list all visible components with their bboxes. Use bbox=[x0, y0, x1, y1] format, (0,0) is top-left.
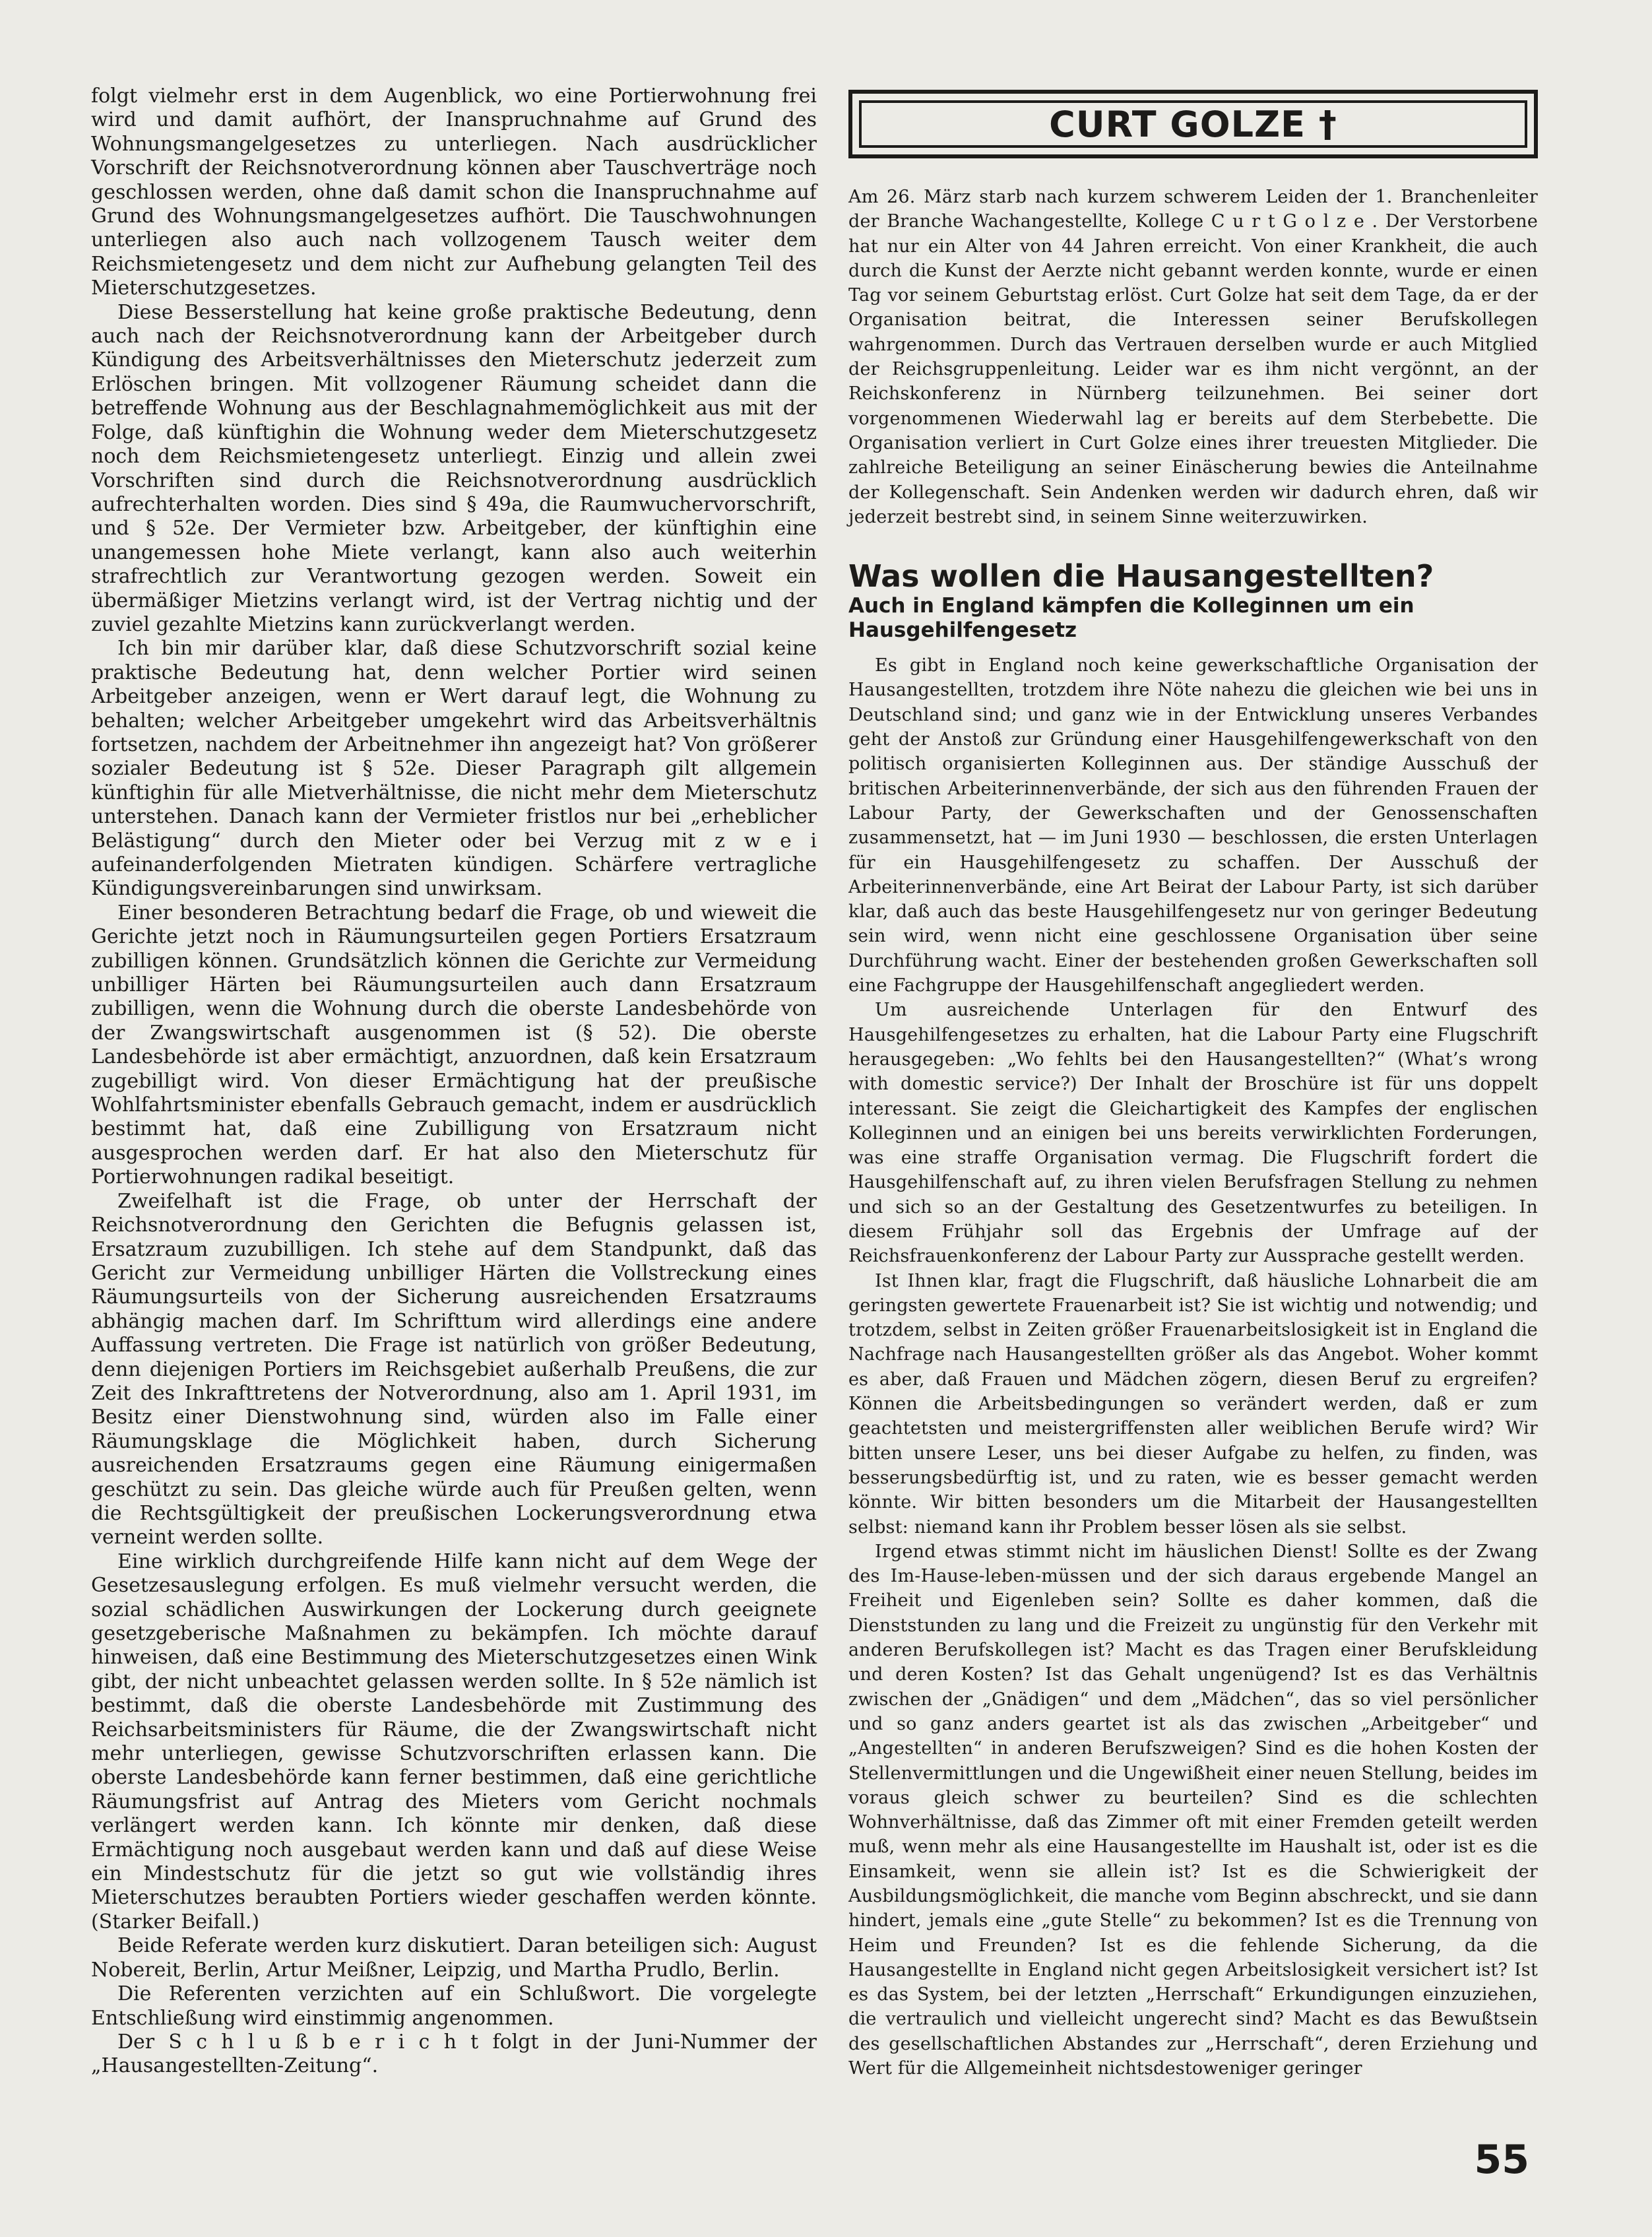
article-subtitle: Auch in England kämpfen die Kolleginnen um ein Hausgehilfengesetz bbox=[848, 594, 1414, 643]
right-column bbox=[848, 84, 1538, 2081]
body-paragraph: Eine wirklich durchgreifende Hilfe kann nicht auf dem Wege der Gesetzesauslegung erfolgen. Es muß vielmehr versucht werden, die sozial schädlichen Auswirkungen der Lockerung durch geeignete gesetzgeberische Maßnahmen zu bekämpfen. Ich möchte darauf hinweisen, daß eine Bestimmung des Mieterschutzgesetzes einen Wink gibt, der nicht unbeachtet gelassen werden sollte. In § 52e nämlich ist bestimmt, daß die oberste Landesbehörde mit Zustimmung des Reichsarbeitsministers für Räume, die der Zwangswirtschaft nicht mehr unterliegen, gewisse Schutzvorschriften erlassen kann. Die oberste Landesbehörde kann ferner bestimmen, daß eine gerichtliche Räumungsfrist auf Antrag des Mieters vom Gericht nochmals verlängert werden kann. Ich könnte mir denken, daß diese Ermächtigung noch ausgebaut werden kann und daß auf diese Weise ein Mindestschutz für die jetzt so gut wie vollständig ihres Mieterschutzes beraubten Portiers wieder geschaffen werden könnte. (Starker Beifall.) bbox=[91, 1549, 817, 1933]
body-paragraph: Einer besonderen Betrachtung bedarf die Frage, ob und wieweit die Gerichte jetzt noch in Räumungsurteilen gegen Portiers Ersatzraum zubilligen können. Grundsätzlich können die Gerichte zur Vermeidung unbilliger Härten bei Räumungsurteilen auch dann Ersatzraum zubilligen, wenn die Wohnung durch die oberste Landesbehörde von der Zwangswirtschaft ausgenommen ist (§ 52). Die oberste Landesbehörde ist aber ermächtigt, anzuordnen, daß kein Ersatzraum zugebilligt wird. Von dieser Ermächtigung hat der preußische Wohlfahrtsminister ebenfalls Gebrauch gemacht, indem er ausdrücklich bestimmt hat, daß eine Zubilligung von Ersatzraum nicht ausgesprochen werden darf. Er hat also den Mieterschutz für Portierwohnungen radikal beseitigt. bbox=[91, 901, 817, 1189]
body-paragraph: Zweifelhaft ist die Frage, ob unter der Herrschaft der Reichsnotverordnung den Gerichten die Befugnis gelassen ist, Ersatzraum zuzubilligen. Ich stehe auf dem Standpunkt, daß das Gericht zur Vermeidung unbilliger Härten die Vollstreckung eines Räumungsurteils von der Sicherung ausreichenden Ersatzraums abhängig machen darf. Im Schrifttum wird allerdings eine andere Auffassung vertreten. Die Frage ist natürlich von größer Bedeutung, denn diejenigen Portiers im Reichsgebiet außerhalb Preußens, die zur Zeit des Inkrafttretens der Notverordnung, also am 1. April 1931, im Besitz einer Dienstwohnung sind, würden also im Falle einer Räumungsklage die Möglichkeit haben, durch Sicherung ausreichenden Ersatzraums gegen eine Räumung einigermaßen geschützt zu sein. Das gleiche würde auch für Preußen gelten, wenn die Rechtsgültigkeit der preußischen Lockerungsverordnung etwa verneint werden sollte. bbox=[91, 1189, 817, 1549]
discussion-paragraph: Beide Referate werden kurz diskutiert. Daran beteiligen sich: August Nobereit, Berlin, Artur Meißner, Leipzig, und Martha Prudlo, Berlin. bbox=[91, 1934, 817, 1982]
article-title: Was wollen die Hausangestellten? bbox=[848, 558, 1434, 595]
body-paragraph: Diese Besserstellung hat keine große praktische Bedeutung, denn auch nach der Reichsnotverordnung kann der Arbeitgeber durch Kündigung des Arbeitsverhältnisses den Mieterschutz jederzeit zum Erlöschen bringen. Mit vollzogener Räumung scheidet dann die betreffende Wohnung aus der Beschlagnahmemöglichkeit aus mit der Folge, daß künftighin die Wohnung weder dem Mieterschutzgesetz noch dem Reichsmietengesetz unterliegt. Einzig und allein zwei Vorschriften sind durch die Reichsnotverordnung ausdrücklich aufrechterhalten worden. Dies sind § 49a, die Raumwuchervorschrift, und § 52e. Der Vermieter bzw. Arbeitgeber, der künftighin eine unangemessen hohe Miete verlangt, kann also auch weiterhin strafrechtlich zur Verantwortung gezogen werden. Soweit ein übermäßiger Mietzins verlangt wird, ist der Vertrag nichtig und der zuviel gezahlte Mietzins kann zurückverlangt werden. bbox=[91, 300, 817, 636]
obituary-heading-box bbox=[848, 90, 1538, 158]
obituary-text: Am 26. März starb nach kurzem schwerem Leiden der 1. Branchenleiter der Branche Wachangestellte, Kollege C u r t G o l z e . Der Verstorbene hat nur ein Alter von 44 Jahren erreicht. Von einer Krankheit, die auch durch die Kunst der Aerzte nicht gebannt werden konnte, wurde er einen Tag vor seinem Geburtstag erlöst. Curt Golze hat seit dem Tage, da er der Organisation beitrat, die Interessen seiner Berufskollegen wahrgenommen. Durch das Vertrauen derselben wurde er auch Mitglied der Reichsgruppenleitung. Leider war es ihm nicht vergönnt, an der Reichskonferenz in Nürnberg teilzunehmen. Bei seiner dort vorgenommenen Wiederwahl lag er bereits auf dem Sterbebette. Die Organisation verliert in Curt Golze eines ihrer treuesten Mitglieder. Die zahlreiche Beteiligung an seiner Einäscherung bewies die Anteilnahme der Kollegenschaft. Sein Andenken werden wir dadurch ehren, daß wir jederzeit bestrebt sind, in seinem Sinne weiterzuwirken. bbox=[848, 187, 1538, 527]
body-paragraph: Ich bin mir darüber klar, daß diese Schutzvorschrift sozial keine praktische Bedeutung hat, denn welcher Portier wird seinen Arbeitgeber anzeigen, wenn er Wert darauf legt, die Wohnung zu behalten; welcher Arbeitgeber umgekehrt wird das Arbeitsverhältnis fortsetzen, nachdem der Arbeitnehmer ihn angezeigt hat? Von größerer sozialer Bedeutung ist § 52e. Dieser Paragraph gilt allgemein künftighin für alle Mietverhältnisse, die nicht mehr dem Mieterschutz unterstehen. Danach kann der Vermieter fristlos nur bei „erheblicher Belästigung“ durch den Mieter oder bei Verzug mit z w e i aufeinanderfolgenden Mietraten kündigen. Schärfere vertragliche Kündigungsvereinbarungen sind unwirksam. bbox=[91, 637, 817, 901]
closing-paragraph: Der S c h l u ß b e r i c h t folgt in der Juni-Nummer der „Hausangestellten-Zeitung“. bbox=[91, 2030, 817, 2078]
article-paragraph: Um ausreichende Unterlagen für den Entwurf des Hausgehilfengesetzes zu erhalten, hat die Labour Party eine Flugschrift herausgegeben: „Wo fehlts bei den Hausangestellten?“ (What’s wrong with domestic service?) Der Inhalt der Broschüre ist für uns doppelt interessant. Sie zeigt die Gleichartigkeit des Kampfes der englischen Kolleginnen und an einigen bei uns bereits verwirklichten Forderungen, was eine straffe Organisation vermag. Die Flugschrift fordert die Hausgehilfenschaft auf, zu ihren vielen Berufsfragen Stellung zu nehmen und sich so an der Gestaltung des Gesetzentwurfes zu beteiligen. In diesem Frühjahr soll das Ergebnis der Umfrage auf der Reichsfrauenkonferenz der Labour Party zur Aussprache gestellt werden. bbox=[848, 1000, 1538, 1267]
obituary-heading: CURT GOLZE † bbox=[859, 100, 1527, 148]
closing-paragraph: Die Referenten verzichten auf ein Schlußwort. Die vorgelegte Entschließung wird einstimmig angenommen. bbox=[91, 1982, 817, 2030]
article-paragraph: Irgend etwas stimmt nicht im häuslichen Dienst! Sollte es der Zwang des Im-Hause-leben-müssen und der sich daraus ergebende Mangel an Freiheit und Eigenleben sein? Sollte es daher kommen, daß die Dienststunden zu lang und die Freizeit zu ungünstig für den Verkehr mit anderen Berufskollegen ist? Macht es das Tragen einer Berufskleidung und deren Kosten? Ist das Gehalt ungenügend? Ist es das Verhältnis zwischen der „Gnädigen“ und dem „Mädchen“, das so viel persönlicher und so ganz anders geartet ist als das zwischen „Arbeitgeber“ und „Angestellten“ in anderen Berufszweigen? Sind es die hohen Kosten der Stellenvermittlungen und die Ungewißheit einer neuen Stellung, beides im voraus gleich schwer zu beurteilen? Sind es die schlechten Wohnverhältnisse, daß das Zimmer oft mit einer Fremden geteilt werden muß, wenn mehr als eine Hausangestellte im Haushalt ist, oder ist es die Einsamkeit, wenn sie allein ist? Ist es die Schwierigkeit der Ausbildungsmöglichkeit, die manche vom Beginn abschreckt, und sie dann hindert, jemals eine „gute Stelle“ zu bekommen? Ist es die Trennung von Heim und Freunden? Ist es die fehlende Sicherung, da die Hausangestellte in England nicht gegen Arbeitslosigkeit versichert ist? Ist es das System, bei der letzten „Herrschaft“ Erkundigungen einzuziehen, die vertraulich und vielleicht ungerecht sind? Macht es das Bewußtsein des gesellschaftlichen Abstandes zur „Herrschaft“, deren Erziehung und Wert für die Allgemeinheit nichtsdestoweniger geringer bbox=[848, 1541, 1538, 2079]
article-paragraph: Ist Ihnen klar, fragt die Flugschrift, daß häusliche Lohnarbeit die am geringsten gewertete Frauenarbeit ist? Sie ist wichtig und notwendig; und trotzdem, selbst in Zeiten größer Frauenarbeitslosigkeit ist in England die Nachfrage nach Hausangestellten größer als das Angebot. Woher kommt es aber, daß Frauen und Mädchen zögern, diesen Beruf zu ergreifen? Können die Arbeitsbedingungen so verändert werden, daß er zum geachtetsten und meistergriffensten aller weiblichen Berufe wird? Wir bitten unsere Leser, uns bei dieser Aufgabe zu helfen, zu finden, was besserungsbedürftig ist, und zu raten, wie es besser gemacht werden könnte. Wir bitten besonders um die Mitarbeit der Hausangestellten selbst: niemand kann ihr Problem besser lösen als sie selbst. bbox=[848, 1270, 1538, 1538]
obituary-section bbox=[848, 185, 1538, 529]
page-number: 55 bbox=[1474, 2137, 1529, 2183]
left-column bbox=[91, 84, 817, 2079]
article-paragraph: Es gibt in England noch keine gewerkschaftliche Organisation der Hausangestellten, trotzdem ihre Nöte nahezu die gleichen wie bei uns in Deutschland sind; und ganz wie in der Entwicklung unseres Verbandes geht der Anstoß zur Gründung einer Hausgehilfengewerkschaft von den politisch organisierten Kolleginnen aus. Der ständige Ausschuß der britischen Arbeiterinnenverbände, der sich aus den führenden Frauen der Labour Party, der Gewerkschaften und der Genossenschaften zusammensetzt, hat — im Juni 1930 — beschlossen, die ersten Unterlagen für ein Hausgehilfengesetz zu schaffen. Der Ausschuß der Arbeiterinnenverbände, eine Art Beirat der Labour Party, ist sich darüber klar, daß auch das beste Hausgehilfengesetz nur von geringer Bedeutung sein wird, wenn nicht eine geschlossene Organisation über seine Durchführung wacht. Einer der bestehenden großen Gewerkschaften soll eine Fachgruppe der Hausgehilfenschaft angegliedert werden. bbox=[848, 655, 1538, 996]
body-paragraph: folgt vielmehr erst in dem Augenblick, wo eine Portierwohnung frei wird und damit aufhört, der Inanspruchnahme auf Grund des Wohnungsmangelgesetzes zu unterliegen. Nach ausdrücklicher Vorschrift der Reichsnotverordnung können aber Tauschverträge noch geschlossen werden, ohne daß damit schon die Inanspruchnahme auf Grund des Wohnungsmangelgesetzes aufhört. Die Tauschwohnungen unterliegen also auch nach vollzogenem Tausch weiter dem Reichsmietengesetz und dem nicht zur Aufhebung gelangten Teil des Mieterschutzgesetzes. bbox=[91, 84, 817, 300]
